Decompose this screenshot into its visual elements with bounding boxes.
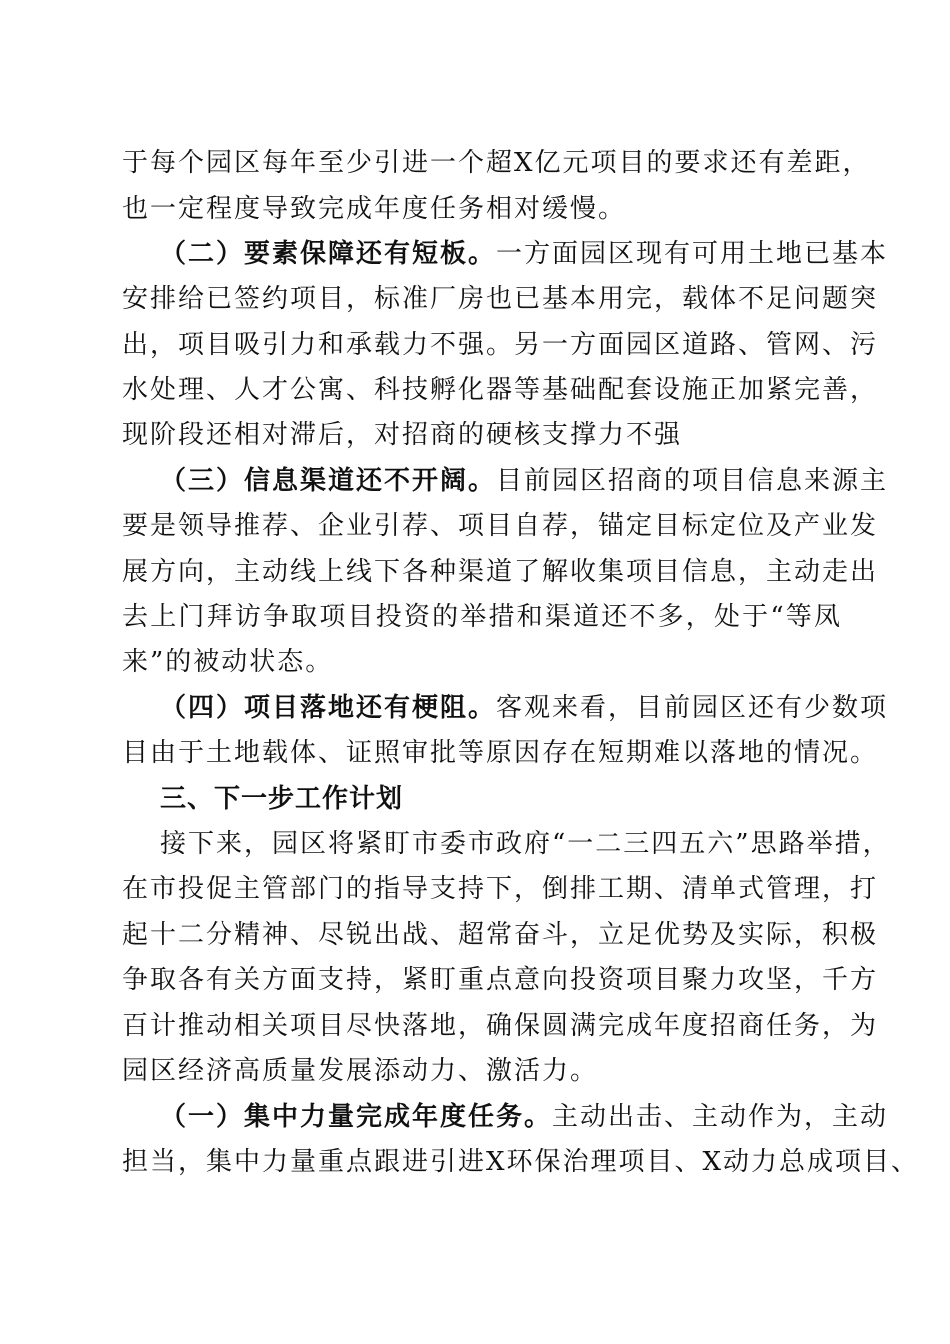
section-paragraph-start [160,688,889,728]
body-text-line: 争取各有关方面支持，紧盯重点意向投资项目聚力攻坚，千方 [122,965,879,995]
subsection-heading: （一）集中力量完成年度任务。 [160,1102,553,1132]
body-text-line: 要是领导推荐、企业引荐、项目自荐，锚定目标定位及产业发 [122,511,879,541]
body-text-line: 在市投促主管部门的指导支持下，倒排工期、清单式管理，打 [122,874,879,904]
body-text-line: 安排给已签约项目，标准厂房也已基本用完，载体不足问题突 [122,284,879,314]
body-text-line: 担当，集中力量重点跟进引进X环保治理项目、X动力总成项目、 [122,1147,920,1177]
section-paragraph-start [160,234,889,274]
body-text-line: 起十二分精神、尽锐出战、超常奋斗，立足优势及实际，积极 [122,920,879,950]
body-text-line: 于每个园区每年至少引进一个超X亿元项目的要求还有差距， [122,148,871,178]
body-text-line: 百计推动相关项目尽快落地，确保圆满完成年度招商任务，为 [122,1011,879,1041]
body-text-line: 去上门拜访争取项目投资的举措和渠道还不多，处于“等凤 [122,602,842,632]
body-text-line: 目由于土地载体、证照审批等原因存在短期难以落地的情况。 [122,738,879,768]
body-text-line: 现阶段还相对滞后，对招商的硬核支撑力不强 [122,420,683,450]
section-paragraph-start [160,461,889,501]
subsection-heading: （三）信息渠道还不开阔。 [160,466,497,496]
body-text: 目前园区招商的项目信息来源主 [496,466,889,496]
body-text-line: 来”的被动状态。 [122,647,334,677]
body-text-line: 接下来，园区将紧盯市委市政府“一二三四五六”思路举措， [160,829,891,859]
body-text-line: 展方向，主动线上线下各种渠道了解收集项目信息，主动走出 [122,557,879,587]
subsection-heading: （二）要素保障还有短板。 [160,239,497,269]
body-text-line: 水处理、人才公寓、科技孵化器等基础配套设施正加紧完善， [122,375,879,405]
section-paragraph-start [160,1097,889,1137]
body-text: 客观来看，目前园区还有少数项 [496,693,889,723]
body-text-line: 出，项目吸引力和承载力不强。另一方面园区道路、管网、污 [122,330,879,360]
body-text-line: 也一定程度导致完成年度任务相对缓慢。 [122,194,627,224]
section-heading: 三、下一步工作计划 [160,784,404,814]
body-text-line: 园区经济高质量发展添动力、激活力。 [122,1056,599,1086]
body-text: 主动出击、主动作为，主动 [552,1102,889,1132]
subsection-heading: （四）项目落地还有梗阻。 [160,693,497,723]
body-text: 一方面园区现有可用土地已基本 [496,239,889,269]
